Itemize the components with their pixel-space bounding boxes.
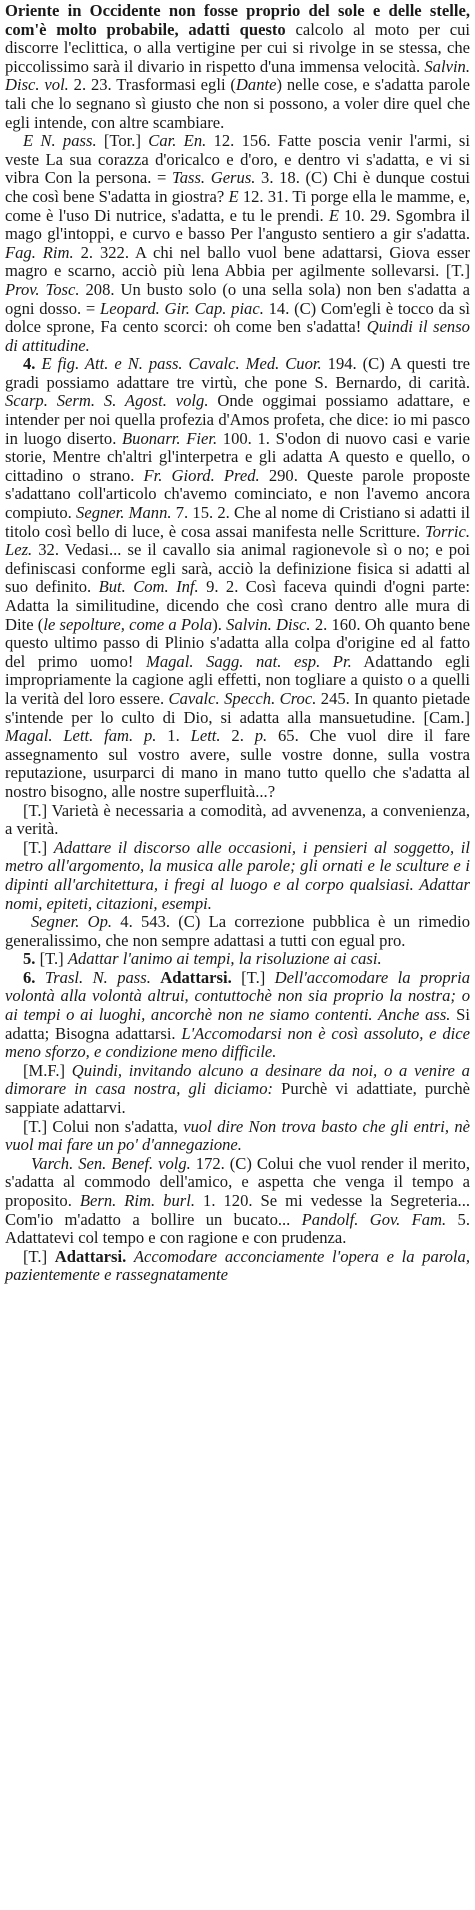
italic-text: Adattare il discorso alle occasioni, i pensieri al soggetto, il metro all'argomento, la musica alle parole; gli ornati e le sculture e i dipinti all'architettura, i fregi al luogo e al corpo qualsiasi. Adattar nomi, epiteti, citazioni, esempi. [5, 837, 470, 913]
italic-text: E fig. Att. e N. pass. Cavalc. Med. Cuor. [41, 354, 322, 374]
italic-text: Dante [235, 75, 277, 95]
entry-paragraph [5, 1248, 470, 1285]
italic-text: Car. En. [148, 131, 207, 151]
text-run [151, 968, 160, 987]
entry-paragraph [5, 1118, 470, 1155]
text-run: [T.] [23, 837, 54, 857]
italic-text: But. Com. Inf. [98, 577, 199, 597]
text-run: [T.] Varietà è necessaria a comodità, ad avvenenza, a convenienza, a verità. [5, 800, 470, 839]
text-run: 32. Vedasi... se il cavallo sia animal ragionevole sì o no; e poi definiscasi conforme egli sarà, acciò la definizione fisica si adatti al suo definito. [5, 540, 470, 597]
entry-paragraph [5, 802, 470, 839]
entry-paragraph [5, 839, 470, 913]
italic-text: Leopard. Gir. Cap. piac. [100, 298, 264, 318]
bold-text: 4. [23, 354, 36, 374]
italic-text: Varch. Sen. Benef. volg. [31, 1153, 191, 1173]
text-run: ). [212, 614, 227, 634]
italic-text: Trasl. N. pass. [44, 967, 151, 987]
italic-text: Fag. Rim. [5, 242, 74, 262]
text-run: 2. 23. Trasformasi egli ( [68, 75, 236, 95]
text-run: 65. Che vuol dire il fare assegnamento sul vostro avere, sulle vostre donne, sulla vostra reputazione, usurparci di mano in mano tutto quello che s'adatta al nostro bisogno, alle nostre superfluità...? [5, 726, 470, 801]
entry-paragraph [5, 2, 470, 132]
italic-text: Prov. Tosc. [5, 279, 80, 299]
bold-text: 6. [23, 967, 36, 987]
text-run: 2. 322. A chi nel ballo vuol bene adattarsi, Giova esser magro e scarno, acciò più lena Abbia per agilmente sollevarsi. [T.] [5, 242, 470, 281]
text-run: 194. (C) A questi tre gradi possiamo adattare tre virtù, che pone S. Bernardo, di carità. [5, 354, 470, 392]
text-run: 100. 1. S'odon di nuovo casi e varie storie, Mentre ch'altri gl'interpetra e gli adatta A questo e quello, o cittadino o strano. [5, 428, 471, 485]
italic-text: Salvin. Disc. [226, 614, 311, 634]
text-run: 5. Adattatevi col tempo e con ragione e con prudenza. [5, 1209, 470, 1248]
text-run: [M.F.] [23, 1060, 72, 1080]
italic-text: Cavalc. Specch. Croc. [168, 688, 317, 708]
text-run: [T.] [231, 967, 275, 987]
italic-text: Accomodare acconciamente l'opera e la parola, pazientemente e rassegnatamente [5, 1246, 470, 1285]
italic-text: Magal. Lett. fam. p. [5, 726, 157, 746]
bold-text: Adattarsi. [54, 1246, 127, 1266]
italic-text: Salvin. Disc. vol. [5, 56, 470, 95]
text-run: 7. 15. 2. Che al nome di Cristiano si adatti il titolo così bello di luce, è cosa assai manifesta nelle Scritture. [5, 503, 470, 541]
text-run: 9. 2. Così faceva quindi d'ogni parte: Adatta la similitudine, dicendo che così crano dentro alle mura di Dite ( [5, 577, 470, 634]
italic-text: Segner. Op. [31, 912, 113, 932]
italic-text: le sepolture, come a Pola [43, 614, 213, 634]
text-run: Purchè vi adattiate, purchè sappiate adattarvi. [5, 1079, 470, 1118]
text-run: 290. Queste parole proposte s'adattano coll'articolo ch'avemo cominciato, e non l'avemo ancora compiuto. [5, 465, 470, 523]
text-run: [T.] [23, 1246, 55, 1266]
italic-text: Quindi il senso di attitudine. [5, 317, 470, 355]
text-run: calcolo al moto per cui discorre l'eclittica, o alla vertigine per cui si rivolge in se stessa, che piccolissimo sarà il divario in rispetto d'una immensa velocità. [5, 19, 470, 76]
text-run: 1. [156, 726, 191, 746]
text-run: 12. 156. Fatte poscia venir l'armi, si veste La sua corazza d'oricalco e d'oro, e dentro vi s'adatta, e vi si vibra Con la persona. = [5, 131, 470, 188]
text-run [126, 1247, 134, 1266]
bold-text: Adattarsi. [160, 967, 232, 987]
text-run: 208. Un busto solo (o una sella sola) non ben s'adatta a ogni dosso. = [5, 279, 470, 318]
italic-text: Magal. Sagg. nat. esp. Pr. [146, 651, 352, 671]
italic-text: E [228, 186, 239, 206]
italic-text: Torric. Lez. [5, 521, 470, 560]
text-run: 10. 29. Sgombra il mago gl'intoppi, e curvo e basso Per l'angusto sentiero a gir s'adatta. [5, 205, 470, 244]
entry-paragraph [5, 913, 470, 950]
italic-text: Fr. Giord. Pred. [143, 465, 260, 485]
entry-paragraph [5, 1155, 470, 1248]
text-run: ) nelle cose, e s'adatta parole tali che lo segnano sì giusto che non si possono, a voler dire quel che egli intende, con altre scambiare. [5, 75, 470, 132]
entry-paragraph [5, 132, 470, 355]
italic-text: Pandolf. Gov. Fam. [301, 1209, 447, 1229]
text-run [35, 968, 44, 987]
text-run: 14. (C) Com'egli è tocco da sì dolce sprone, Fa cento scorci: oh come ben s'adatta! [5, 298, 471, 337]
italic-text: Scarp. Serm. S. Agost. volg. [5, 391, 209, 411]
italic-text: p. [254, 726, 268, 746]
text-run: 172. (C) Colui che vuol render il merito, s'adatta al commodo dell'amico, e aspetta che venga il tempo a proposito. [5, 1153, 470, 1210]
entry-paragraph [5, 1062, 470, 1118]
text-run: Adattando egli impropriamente la cagione agli effetti, non togliare a quisto o a quelli la verità del loro essere. [5, 651, 470, 708]
bold-text: 5. [23, 949, 36, 969]
text-run: 4. 543. (C) La correzione pubblica è un rimedio generalissimo, che non sempre adattasi a tutti con egual pro. [5, 912, 470, 950]
text-run: 2. 160. Oh quanto bene questo ultimo passo di Plinio s'adatta alla colpa d'origine ed al fatto del primo uomo! [5, 614, 471, 671]
entry-paragraph [5, 950, 470, 969]
entry-paragraph [5, 969, 470, 1062]
text-run: [T.] [35, 949, 68, 969]
text-run: 245. In quanto pietade s'intende per lo culto di Dio, si adatta alla mansuetudine. [Cam.] [5, 688, 470, 727]
text-run: 1. 120. Se mi vedesse la Segreteria... Com'io m'adatto a bollire un bucato... [5, 1191, 470, 1229]
italic-text: L'Accomodarsi non è così assoluto, e dice meno sforzo, e condizione meno difficile. [5, 1023, 470, 1062]
italic-text: Lett. [190, 726, 221, 746]
text-run: [Tor.] [96, 131, 149, 151]
bold-text: Oriente in Occidente non fosse proprio del sole e delle stelle, com'è molto probabile, adatti questo [5, 1, 470, 39]
italic-text: Buonarr. Fier. [122, 428, 218, 448]
italic-text: E [328, 205, 339, 225]
italic-text: E N. pass. [23, 131, 97, 151]
italic-text: Dell'accomodare la propria volontà alla volontà altrui, contuttochè non sia proprio la nostra; o ai tempi o ai luoghi, ancorchè non ne siamo contenti. Anche ass. [5, 967, 470, 1025]
entry-paragraph [5, 355, 470, 801]
text-run: 3. 18. (C) Chi è dunque costui che così bene S'adatta in giostra? [5, 168, 470, 206]
italic-text: Bern. Rim. burl. [79, 1191, 195, 1210]
italic-text: Quindi, invitando alcuno a desinare da noi, o a venire a dimorare in casa nostra, gli diciamo: [5, 1060, 470, 1099]
text-run: 12. 31. Ti porge ella le mamme, e, come è l'uso Di nutrice, s'adatta, e tu le prendi. [5, 186, 470, 225]
text-run: 2. [220, 726, 255, 746]
italic-text: Adattar l'animo ai tempi, la risoluzione ai casi. [67, 949, 382, 969]
text-run: Si adatta; Bisogna adattarsi. [5, 1005, 470, 1043]
italic-text: vuol dire Non trova basto che gli entri, nè vuol mai fare un po' d'annegazione. [5, 1116, 470, 1155]
text-run: Onde oggimai possiamo adattare, e intender per noi quella profezia d'Amos profeta, che dice: io mi pasco in luogo diserto. [5, 391, 470, 448]
italic-text: Tass. Gerus. [172, 168, 256, 188]
text-run: [T.] Colui non s'adatta, [23, 1116, 184, 1136]
italic-text: Segner. Mann. [76, 503, 172, 523]
